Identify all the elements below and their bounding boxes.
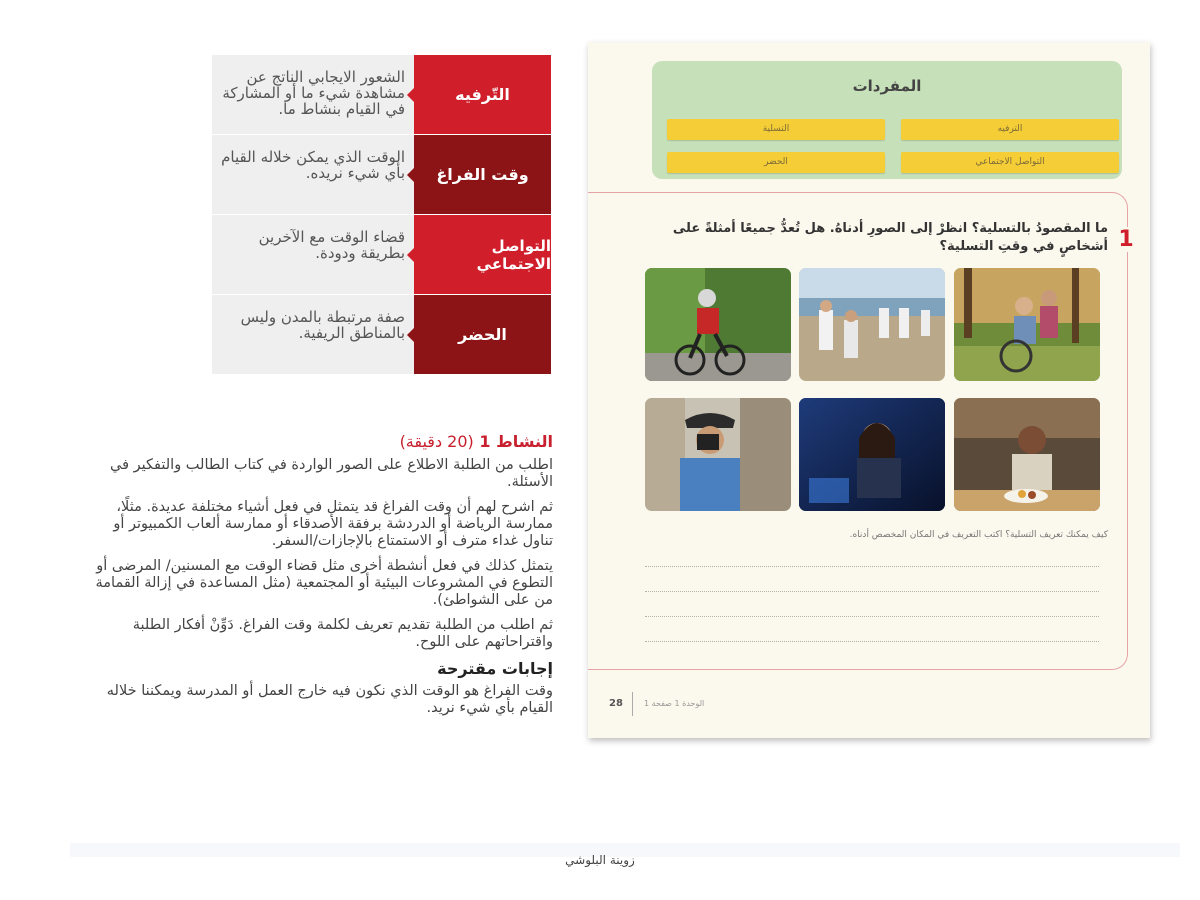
glossary-row	[212, 55, 551, 134]
glossary-row	[212, 295, 551, 374]
vocab-chip: الترفيه	[901, 119, 1119, 140]
glossary-term: وقت الفراغ	[414, 135, 551, 214]
page-footer: الوحدة 1 صفحة 1	[644, 699, 705, 708]
vocabulary-box	[652, 61, 1122, 179]
glossary-row	[212, 215, 551, 294]
glossary-table	[212, 55, 551, 373]
page-divider	[632, 692, 633, 716]
textbook-page	[588, 42, 1150, 738]
glossary-row	[212, 135, 551, 214]
activity-paragraph: اطلب من الطلبة الاطلاع على الصور الواردة في كتاب الطالب والتفكير في الأسئلة.	[110, 457, 553, 490]
writing-line[interactable]	[645, 591, 1099, 592]
suggested-answer: وقت الفراغ هو الوقت الذي نكون فيه خارج العمل أو المدرسة ويمكننا خلاله القيام بأي شيء نريد.	[106, 683, 553, 716]
glossary-definition: الوقت الذي يمكن خلاله القيام بأي شيء نريده.	[212, 135, 415, 214]
activity-paragraph: ثم اشرح لهم أن وقت الفراغ قد يتمثل في فعل أشياء مختلفة عديدة. مثلًا، ممارسة الرياضة أو الدردشة برفقة الأصدقاء أو ممارسة ألعاب الكمبيوتر أو تناول غداء مترف أو الاستمتاع بالإجازات/السفر.	[113, 499, 553, 549]
activity-title: النشاط 1	[479, 432, 553, 451]
gamer-photo	[799, 398, 945, 511]
writing-line[interactable]	[645, 641, 1099, 642]
image-caption: زوينة البلوشي	[565, 853, 635, 867]
glossary-term: التّرفيه	[414, 55, 551, 134]
beach-cleanup-photo	[799, 268, 945, 381]
page-number: 28	[609, 698, 623, 709]
answers-heading: إجابات مقترحة	[437, 659, 553, 678]
writing-line[interactable]	[645, 616, 1099, 617]
teacher-notes	[95, 432, 553, 725]
cafe-eating-photo	[954, 398, 1100, 511]
glossary-definition: قضاء الوقت مع الآخرين بطريقة ودودة.	[212, 215, 415, 294]
vocab-chip: التواصل الاجتماعي	[901, 152, 1119, 173]
vocab-chip: التسلية	[667, 119, 885, 140]
vocabulary-title: المفردات	[852, 77, 922, 95]
glossary-term: التواصل الاجتماعي	[414, 215, 551, 294]
glossary-definition: صفة مرتبطة بالمدن وليس بالمناطق الريفية.	[212, 295, 415, 374]
photographer-photo	[645, 398, 791, 511]
question-text: ما المقصودُ بالتسلية؟ انظرْ إلى الصورِ أدناهُ. هل تُعدُّ جميعًا أمثلةً على أشخاصٍ في وقتِ التسلية؟	[672, 221, 1108, 254]
activity-duration: (20 دقيقة)	[399, 432, 474, 451]
wheelchair-park-photo	[954, 268, 1100, 381]
glossary-term: الحضر	[414, 295, 551, 374]
glossary-definition: الشعور الايجابي الناتج عن مشاهدة شيء ما أو المشاركة في القيام بنشاط ما.	[212, 55, 415, 134]
activity-paragraph: ثم اطلب من الطلبة تقديم تعريف لكلمة وقت الفراغ. دَوِّنْ أفكار الطلبة واقتراحاتهم على اللوح.	[132, 617, 553, 650]
definition-prompt: كيف يمكنك تعريف التسلية؟ اكتب التعريف في المكان المخصص أدناه.	[849, 530, 1108, 540]
writing-line[interactable]	[645, 566, 1099, 567]
activity-paragraph: يتمثل كذلك في فعل أنشطة أخرى مثل قضاء الوقت مع المسنين/ المرضى أو التطوع في المشروعات البيئية أو المجتمعية (مثل المساعدة في إزالة القمامة من على الشواطئ).	[95, 558, 553, 608]
activity-heading	[95, 432, 553, 451]
vocab-chip: الحضر	[667, 152, 885, 173]
cyclist-photo	[645, 268, 791, 381]
question-number: 1	[1116, 227, 1136, 252]
